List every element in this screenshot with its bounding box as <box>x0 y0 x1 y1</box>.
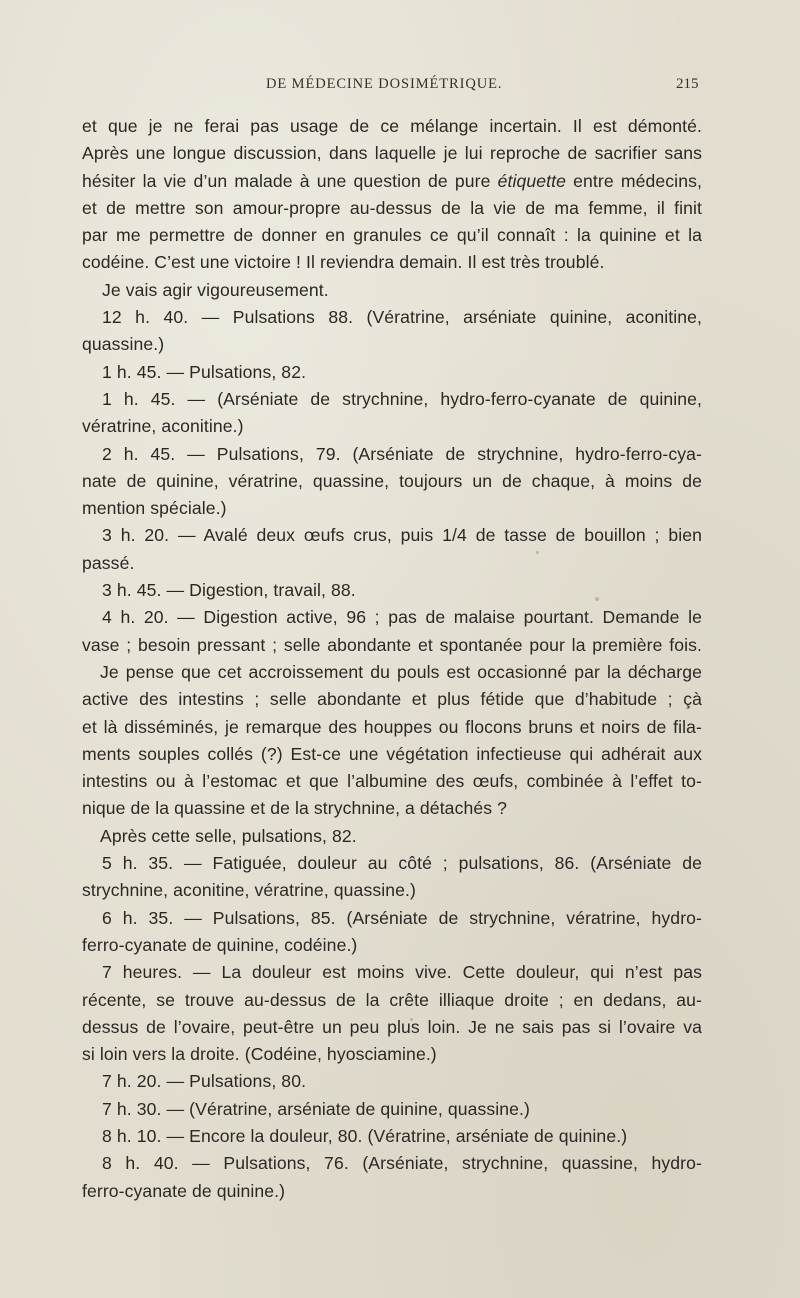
text-line: et là disséminés, je remarque des houppes ou flocons bruns et noirs de fila- <box>82 716 702 737</box>
text-line: codéine. C’est une victoire ! Il reviendra demain. Il est très troublé. <box>82 252 605 273</box>
text-line: vératrine, aconitine.) <box>82 416 244 437</box>
text-line: 1 h. 45. — (Arséniate de strychnine, hydro-ferro-cyanate de quinine, <box>102 388 702 409</box>
text-line: 1 h. 45. — Pulsations, 82. <box>102 361 307 382</box>
text-line: 8 h. 40. — Pulsations, 76. (Arséniate, strychnine, quassine, hydro- <box>102 1153 702 1174</box>
text-segment: entre médecins, <box>573 170 702 191</box>
text-line: 12 h. 40. — Pulsations 88. (Vératrine, arséniate quinine, aconitine, <box>102 307 702 328</box>
text-line: ments souples collés (?) Est-ce une végétation infectieuse qui adhérait aux <box>82 743 702 764</box>
text-line: mention spéciale.) <box>82 498 227 519</box>
paper-speck <box>536 551 539 554</box>
text-line: et que je ne ferai pas usage de ce mélange incertain. Il est démonté. <box>82 116 702 136</box>
text-line: nate de quinine, vératrine, quassine, toujours un de chaque, à moins de <box>82 470 702 491</box>
text-line: ferro-cyanate de quinine.) <box>82 1180 286 1201</box>
text-line: 4 h. 20. — Digestion active, 96 ; pas de malaise pourtant. Demande le <box>102 607 702 628</box>
text-line: 3 h. 45. — Digestion, travail, 88. <box>102 580 356 601</box>
text-line: 6 h. 35. — Pulsations, 85. (Arséniate de strychnine, vératrine, hydro- <box>102 907 702 928</box>
text-line: si loin vers la droite. (Codéine, hyosciamine.) <box>82 1044 437 1065</box>
text-line: récente, se trouve au-dessus de la crête illiaque droite ; en dedans, au- <box>82 989 702 1010</box>
text-line: intestins ou à l’estomac et que l’albumine des œufs, combinée à l’effet to- <box>82 771 702 792</box>
text-line: passé. <box>82 552 135 573</box>
paper-speck <box>410 1018 413 1021</box>
text-line: Après une longue discussion, dans laquelle je lui reproche de sacrifier sans <box>82 143 702 164</box>
paper-speck <box>595 597 599 601</box>
text-line: 7 h. 20. — Pulsations, 80. <box>102 1071 307 1092</box>
text-line: par me permettre de donner en granules ce qu’il connaît : la quinine et la <box>82 225 702 246</box>
text-line: Je pense que cet accroissement du pouls est occasionné par la décharge <box>100 661 702 682</box>
text-line: Je vais agir vigoureusement. <box>102 279 329 300</box>
body-text <box>82 113 702 1205</box>
text-line: 3 h. 20. — Avalé deux œufs crus, puis 1/4 de tasse de bouillon ; bien <box>102 525 702 546</box>
text-line: nique de la quassine et de la strychnine, a détachés ? <box>82 798 508 819</box>
text-line: 5 h. 35. — Fatiguée, douleur au côté ; pulsations, 86. (Arséniate de <box>102 853 702 874</box>
text-line <box>82 168 702 195</box>
text-segment: hésiter la vie d’un malade à une question de pure <box>82 170 491 191</box>
italic-word: étiquette <box>497 170 567 191</box>
text-line: active des intestins ; selle abondante et plus fétide que d’habitude ; çà <box>82 689 702 710</box>
text-line: 2 h. 45. — Pulsations, 79. (Arséniate de strychnine, hydro-ferro-cya- <box>102 443 702 464</box>
text-line: 8 h. 10. — Encore la douleur, 80. (Vératrine, arséniate de quinine.) <box>102 1125 628 1146</box>
text-line: dessus de l’ovaire, peut-être un peu plus loin. Je ne sais pas si l’ovaire va <box>82 1016 702 1037</box>
text-line: 7 h. 30. — (Vératrine, arséniate de quinine, quassine.) <box>102 1098 530 1119</box>
page-number: 215 <box>676 76 699 92</box>
text-line: et de mettre son amour-propre au-dessus de la vie de ma femme, il finit <box>82 197 702 218</box>
text-line: strychnine, aconitine, vératrine, quassine.) <box>82 880 416 901</box>
text-line: 7 heures. — La douleur est moins vive. Cette douleur, qui n’est pas <box>102 962 702 983</box>
text-line: vase ; besoin pressant ; selle abondante et spontanée pour la première fois. <box>82 634 702 655</box>
running-head <box>0 76 800 96</box>
text-line: ferro-cyanate de quinine, codéine.) <box>82 934 358 955</box>
running-title: DE MÉDECINE DOSIMÉTRIQUE. <box>266 76 503 92</box>
text-line: Après cette selle, pulsations, 82. <box>100 825 357 846</box>
text-line: quassine.) <box>82 334 165 355</box>
